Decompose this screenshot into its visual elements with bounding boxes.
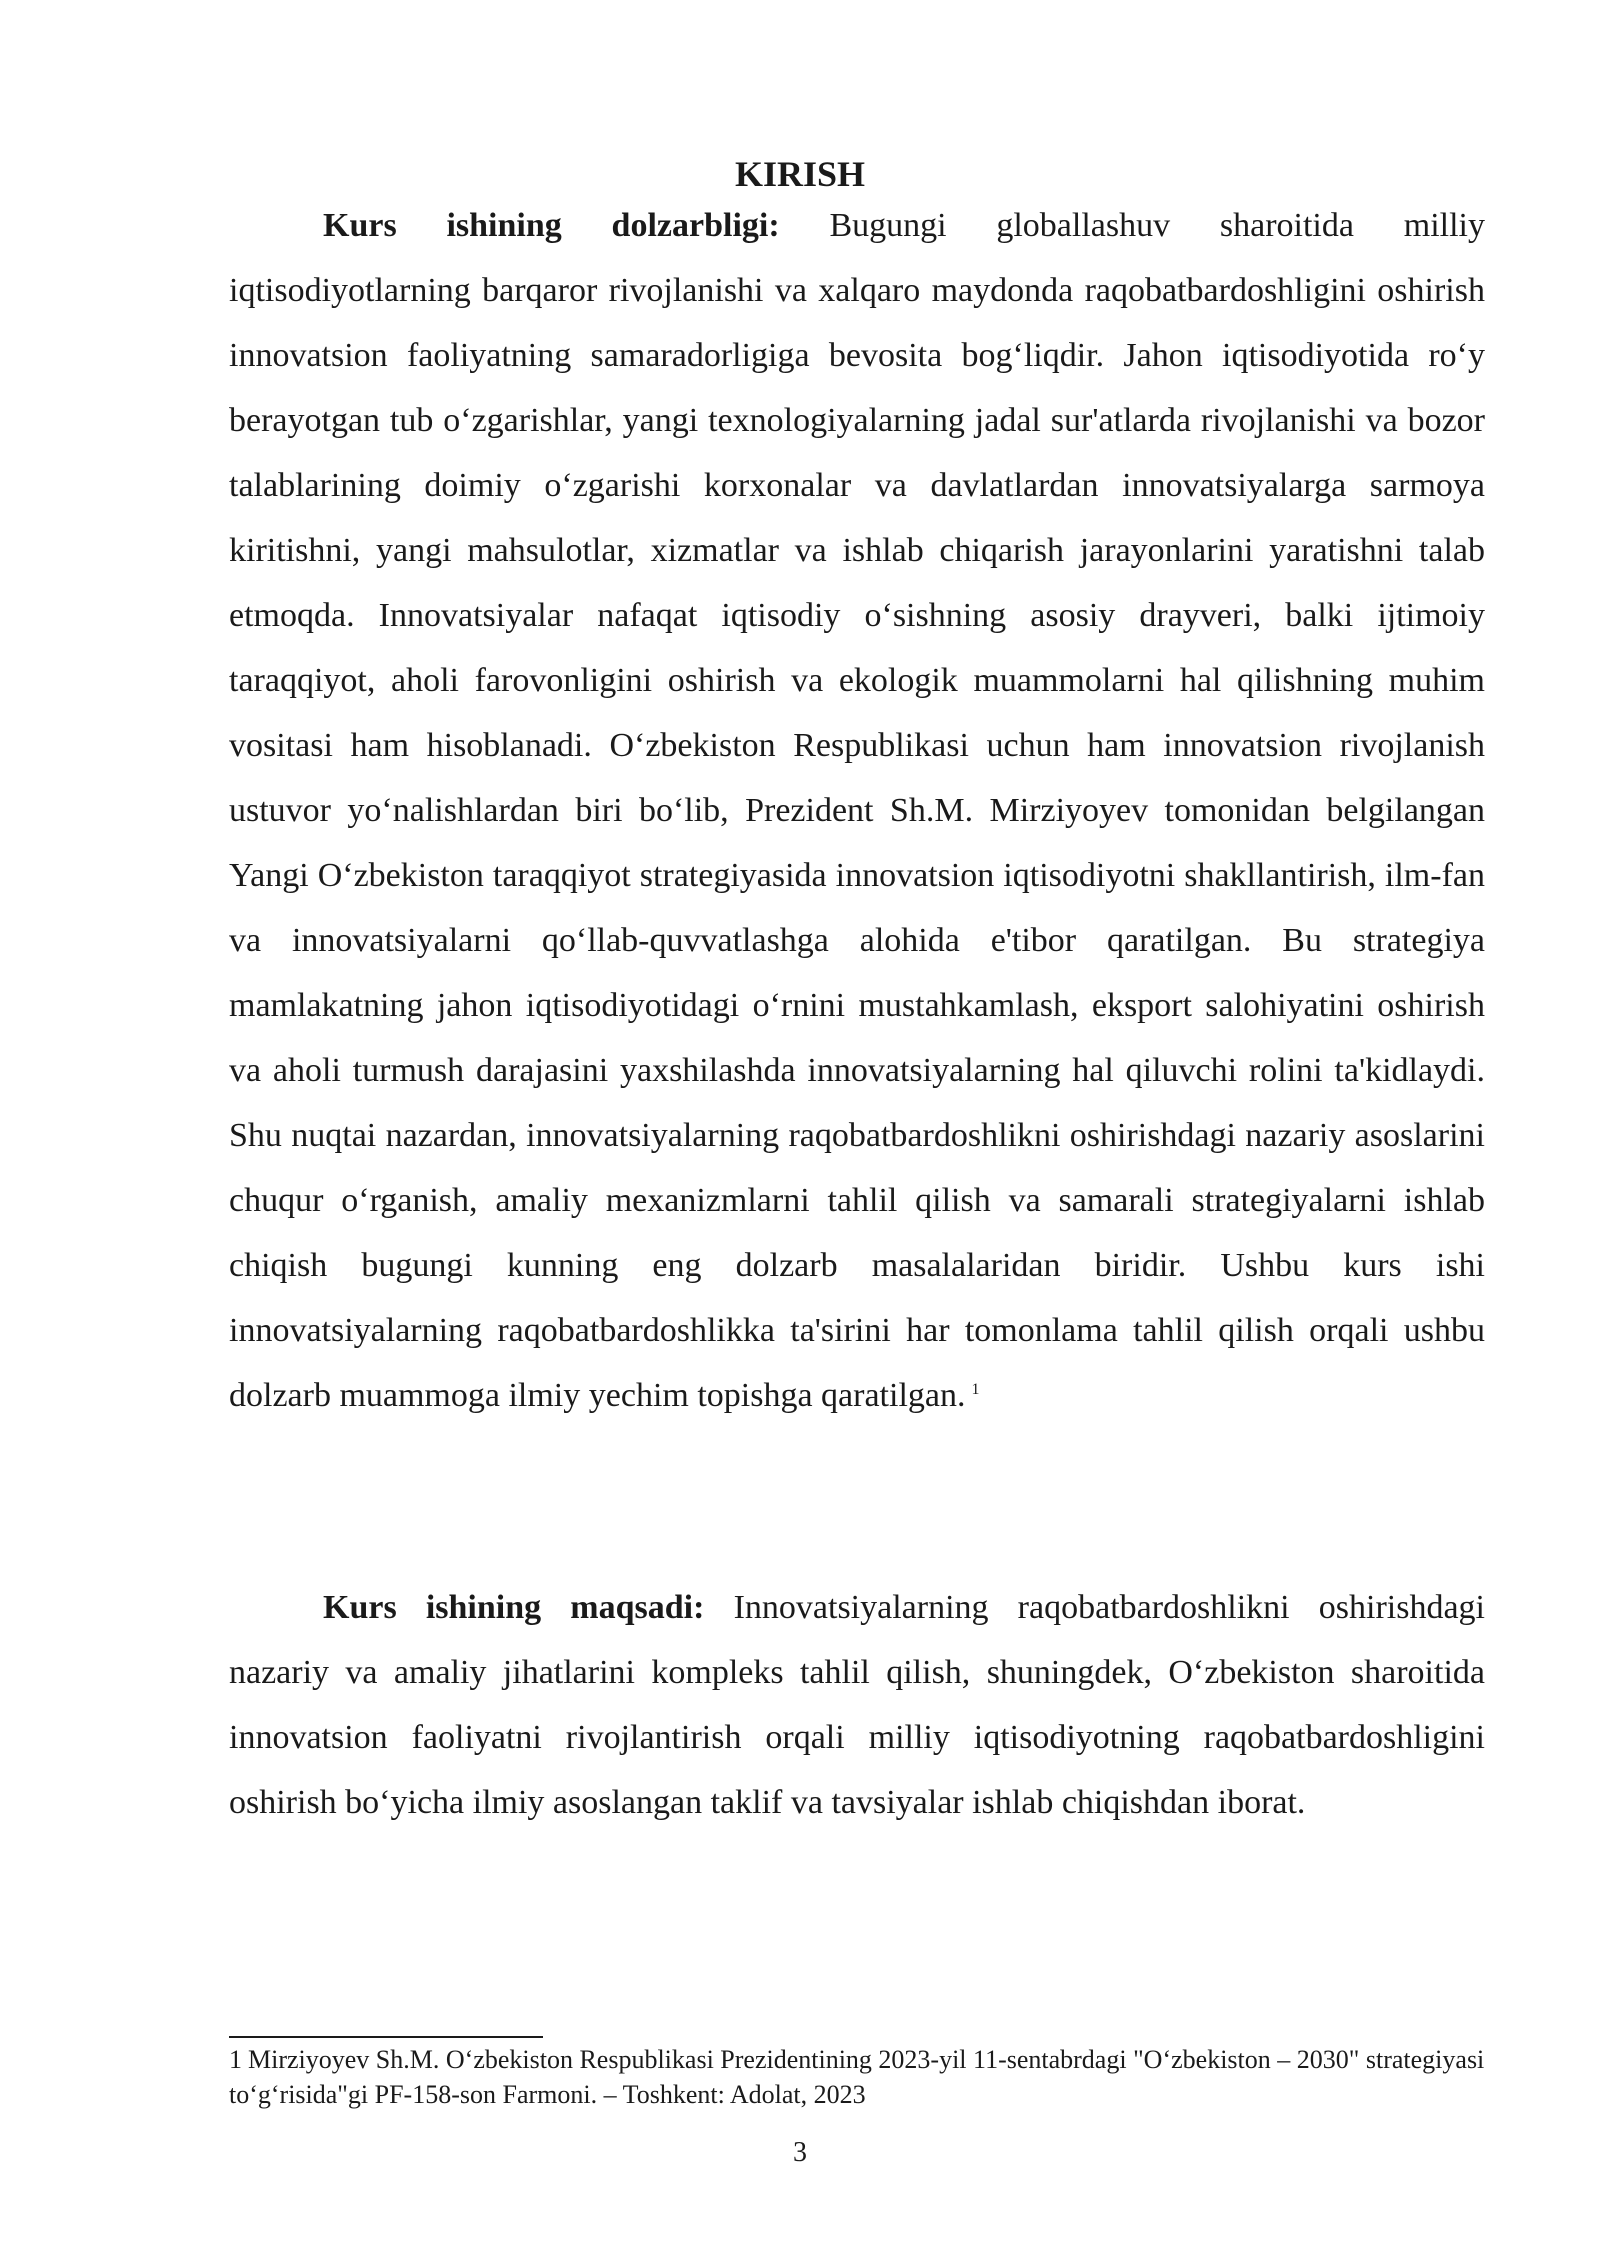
page-title: KIRISH: [734, 154, 866, 194]
footnote-separator: [229, 2036, 543, 2038]
footnote-text: Mirziyoyev Sh.M. O‘zbekiston Respublikasi Prezidentining 2023-yil 11-sentabrdagi "O‘zbekiston – 2030" strategiyasi to‘g‘risida"gi PF-158-son Farmoni. – Toshkent: Adolat, 2023: [229, 2045, 1485, 2109]
paragraph-relevance: [229, 193, 1485, 1428]
paragraph-text-objective: Innovatsiyalarning raqobatbardoshlikni oshirishdagi nazariy va amaliy jihatlarini kompleks tahlil qilish, shuningdek, O‘zbekiston sharoitida innovatsion faoliyatni rivojlantirish orqali milliy iqtisodiyotning raqobatbardoshligini oshirish bo‘yicha ilmiy asoslangan taklif va tavsiyalar ishlab chiqishdan iborat.: [229, 1589, 1485, 1821]
page-number: 3: [793, 2137, 807, 2168]
footnote-number: 1: [229, 2045, 242, 2074]
paragraph-text-relevance: Bugungi globallashuv sharoitida milliy iqtisodiyotlarning barqaror rivojlanishi va xalqaro maydonda raqobatbardoshligini oshirish innovatsion faoliyatning samaradorligiga bevosita bog‘liqdir. Jahon iqtisodiyotida ro‘y berayotgan tub o‘zgarishlar, yangi texnologiyalarning jadal sur'atlarda rivojlanishi va bozor talablarining doimiy o‘zgarishi korxonalar va davlatlardan innovatsiyalarga sarmoya kiritishni, yangi mahsulotlar, xizmatlar va ishlab chiqarish jarayonlarini yaratishni talab etmoqda. Innovatsiyalar nafaqat iqtisodiy o‘sishning asosiy drayveri, balki ijtimoiy taraqqiyot, aholi farovonligini oshirish va ekologik muammolarni hal qilishning muhim vositasi ham hisoblanadi. O‘zbekiston Respublikasi uchun ham innovatsion rivojlanish ustuvor yo‘nalishlardan biri bo‘lib, Prezident Sh.M. Mirziyoyev tomonidan belgilangan Yangi O‘zbekiston taraqqiyot strategiyasida innovatsion iqtisodiyotni shakllantirish, ilm-fan va innovatsiyalarni qo‘llab-quvvatlashga alohida e'tibor qaratilgan. Bu strategiya mamlakatning jahon iqtisodiyotidagi o‘rnini mustahkamlash, eksport salohiyatini oshirish va aholi turmush darajasini yaxshilashda innovatsiyalarning hal qiluvchi rolini ta'kidlaydi. Shu nuqtai nazardan, innovatsiyalarning raqobatbardoshlikni oshirishdagi nazariy asoslarini chuqur o‘rganish, amaliy mexanizmlarni tahlil qilish va samarali strategiyalarni ishlab chiqish bugungi kunning eng dolzarb masalalaridan biridir. Ushbu kurs ishi innovatsiyalarning raqobatbardoshlikka ta'sirini har tomonlama tahlil qilish orqali ushbu dolzarb muammoga ilmiy yechim topishga qaratilgan.: [229, 207, 1485, 1414]
paragraph-objective: [229, 1575, 1485, 1835]
paragraph-lead-relevance: Kurs ishining dolzarbligi:: [323, 207, 780, 244]
paragraph-lead-objective: Kurs ishining maqsadi:: [323, 1589, 705, 1626]
footnote: [229, 2042, 1485, 2112]
footnote-reference[interactable]: 1: [971, 1380, 980, 1398]
